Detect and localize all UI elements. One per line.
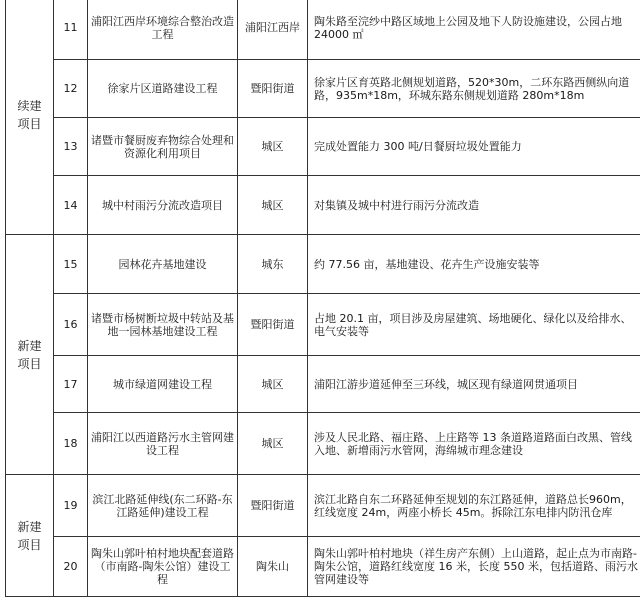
project-name: 浦阳江西岸环境综合整治改造工程 [88, 0, 238, 60]
category-label: 新建 项目 [17, 338, 42, 371]
project-location: 城东 [238, 235, 308, 294]
project-name: 浦阳江以西道路污水主管网建设工程 [88, 413, 238, 475]
project-content: 滨江北路自东二环路延伸至规划的东江路延伸，道路总长960m，红线宽度 24m，两座小桥长 45m。拆除江东电排内防汛仓库 [308, 475, 640, 537]
row-number: 20 [54, 537, 88, 597]
project-location: 浦阳江西岸 [238, 0, 308, 60]
project-table [5, 0, 640, 597]
project-content: 约 77.56 亩，基地建设、花卉生产设施安装等 [308, 235, 640, 294]
row-number: 17 [54, 356, 88, 413]
project-name: 滨江北路延伸线(东二环路-东江路延伸)建设工程 [88, 475, 238, 537]
row-number: 15 [54, 235, 88, 294]
table-row [6, 294, 640, 356]
project-name: 城市绿道网建设工程 [88, 356, 238, 413]
category-cell [6, 235, 54, 475]
project-name: 诸暨市杨树断垃圾中转站及基地一园林基地建设工程 [88, 294, 238, 356]
row-number: 13 [54, 118, 88, 176]
table-row [6, 0, 640, 60]
category-label: 新建 项目 [17, 519, 42, 552]
category-label: 续建 项目 [17, 99, 42, 131]
project-location: 城区 [238, 176, 308, 235]
project-content: 陶朱山郭叶柏村地块（祥生房产东侧）上山道路，起止点为市南路-陶朱公馆，道路红线宽度 16 米，长度 550 米，包括道路、雨污水管网建设等 [308, 537, 640, 597]
project-location: 陶朱山 [238, 537, 308, 597]
project-name: 诸暨市餐厨废弃物综合处理和资源化利用项目 [88, 118, 238, 176]
project-name: 园林花卉基地建设 [88, 235, 238, 294]
project-name: 城中村雨污分流改造项目 [88, 176, 238, 235]
table-row [6, 118, 640, 176]
project-location: 暨阳街道 [238, 475, 308, 537]
table-row [6, 475, 640, 537]
project-content: 占地 20.1 亩，项目涉及房屋建筑、场地硬化、绿化以及给排水、电气安装等 [308, 294, 640, 356]
table-row [6, 235, 640, 294]
table-row [6, 413, 640, 475]
project-name: 徐家片区道路建设工程 [88, 60, 238, 118]
project-location: 暨阳街道 [238, 60, 308, 118]
project-location: 城区 [238, 356, 308, 413]
row-number: 16 [54, 294, 88, 356]
row-number: 12 [54, 60, 88, 118]
table-row [6, 176, 640, 235]
table-row [6, 356, 640, 413]
table-row [6, 537, 640, 597]
row-number: 19 [54, 475, 88, 537]
project-content: 徐家片区育英路北侧规划道路，520*30m，二环东路西侧纵向道路，935m*18m，环城东路东侧规划道路 280m*18m [308, 60, 640, 118]
row-number: 11 [54, 0, 88, 60]
project-location: 城区 [238, 413, 308, 475]
project-content: 浦阳江游步道延伸至三环线，城区现有绿道网贯通项目 [308, 356, 640, 413]
category-cell [6, 0, 54, 235]
project-content: 完成处置能力 300 吨/日餐厨垃圾处置能力 [308, 118, 640, 176]
row-number: 14 [54, 176, 88, 235]
row-number: 18 [54, 413, 88, 475]
project-location: 城区 [238, 118, 308, 176]
project-content: 陶朱路至浣纱中路区域地上公园及地下人防设施建设，公园占地 24000 ㎡ [308, 0, 640, 60]
project-content: 对集镇及城中村进行雨污分流改造 [308, 176, 640, 235]
project-name: 陶朱山郭叶柏村地块配套道路（市南路-陶朱公馆）建设工程 [88, 537, 238, 597]
category-cell [6, 475, 54, 597]
project-content: 涉及人民北路、福庄路、上庄路等 13 条道路道路面白改黑、管线入地、新增雨污水管网，海绵城市理念建设 [308, 413, 640, 475]
project-location: 暨阳街道 [238, 294, 308, 356]
table-row [6, 60, 640, 118]
